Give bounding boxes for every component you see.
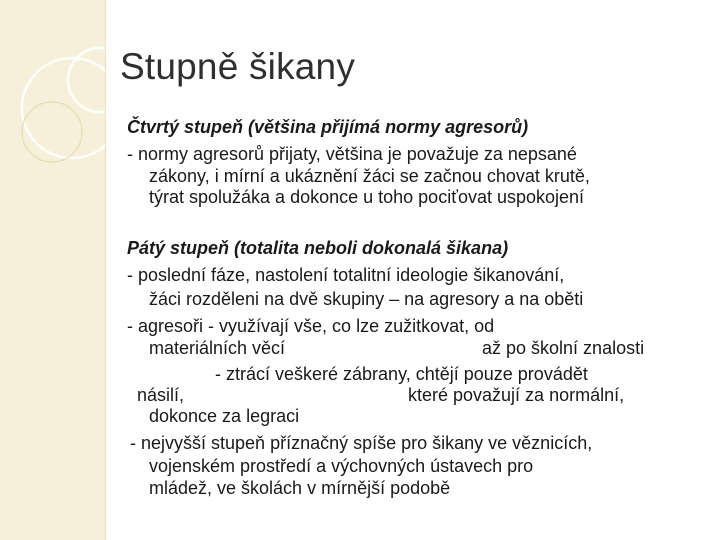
text-line: - normy agresorů přijaty, většina je považuje za nepsané <box>127 144 577 164</box>
text-line: materiálních věcí <box>149 338 286 358</box>
text-line: vojenském prostředí a výchovných ústavech pro <box>149 456 534 476</box>
text-line: až po školní znalosti <box>482 338 645 358</box>
section-heading-5th-stage: Pátý stupeň (totalita neboli dokonalá šikana) <box>127 238 509 258</box>
text-line: zákony, i mírní a ukáznění žáci se začnou chovat krutě, <box>149 166 590 186</box>
text-line: žáci rozděleni na dvě skupiny – na agresory a na oběti <box>149 289 584 309</box>
text-line: - nejvyšší stupeň příznačný spíše pro šikany ve věznicích, <box>130 433 593 453</box>
text-line: - ztrácí veškeré zábrany, chtějí pouze provádět <box>215 364 588 384</box>
text-line: - agresoři - využívají vše, co lze zužitkovat, od <box>127 316 495 336</box>
section-heading-4th-stage: Čtvrtý stupeň (většina přijímá normy agresorů) <box>127 117 529 137</box>
text-line: dokonce za legraci <box>149 406 300 426</box>
text-line: které považují za normální, <box>408 385 625 405</box>
text-line: týrat spolužáka a dokonce u toho pociťovat uspokojení <box>149 187 585 207</box>
text-line: násilí, <box>137 385 185 405</box>
text-line: - poslední fáze, nastolení totalitní ideologie šikanování, <box>127 265 565 285</box>
text-line: mládež, ve školách v mírnější podobě <box>149 478 451 498</box>
slide-title: Stupně šikany <box>120 46 356 87</box>
